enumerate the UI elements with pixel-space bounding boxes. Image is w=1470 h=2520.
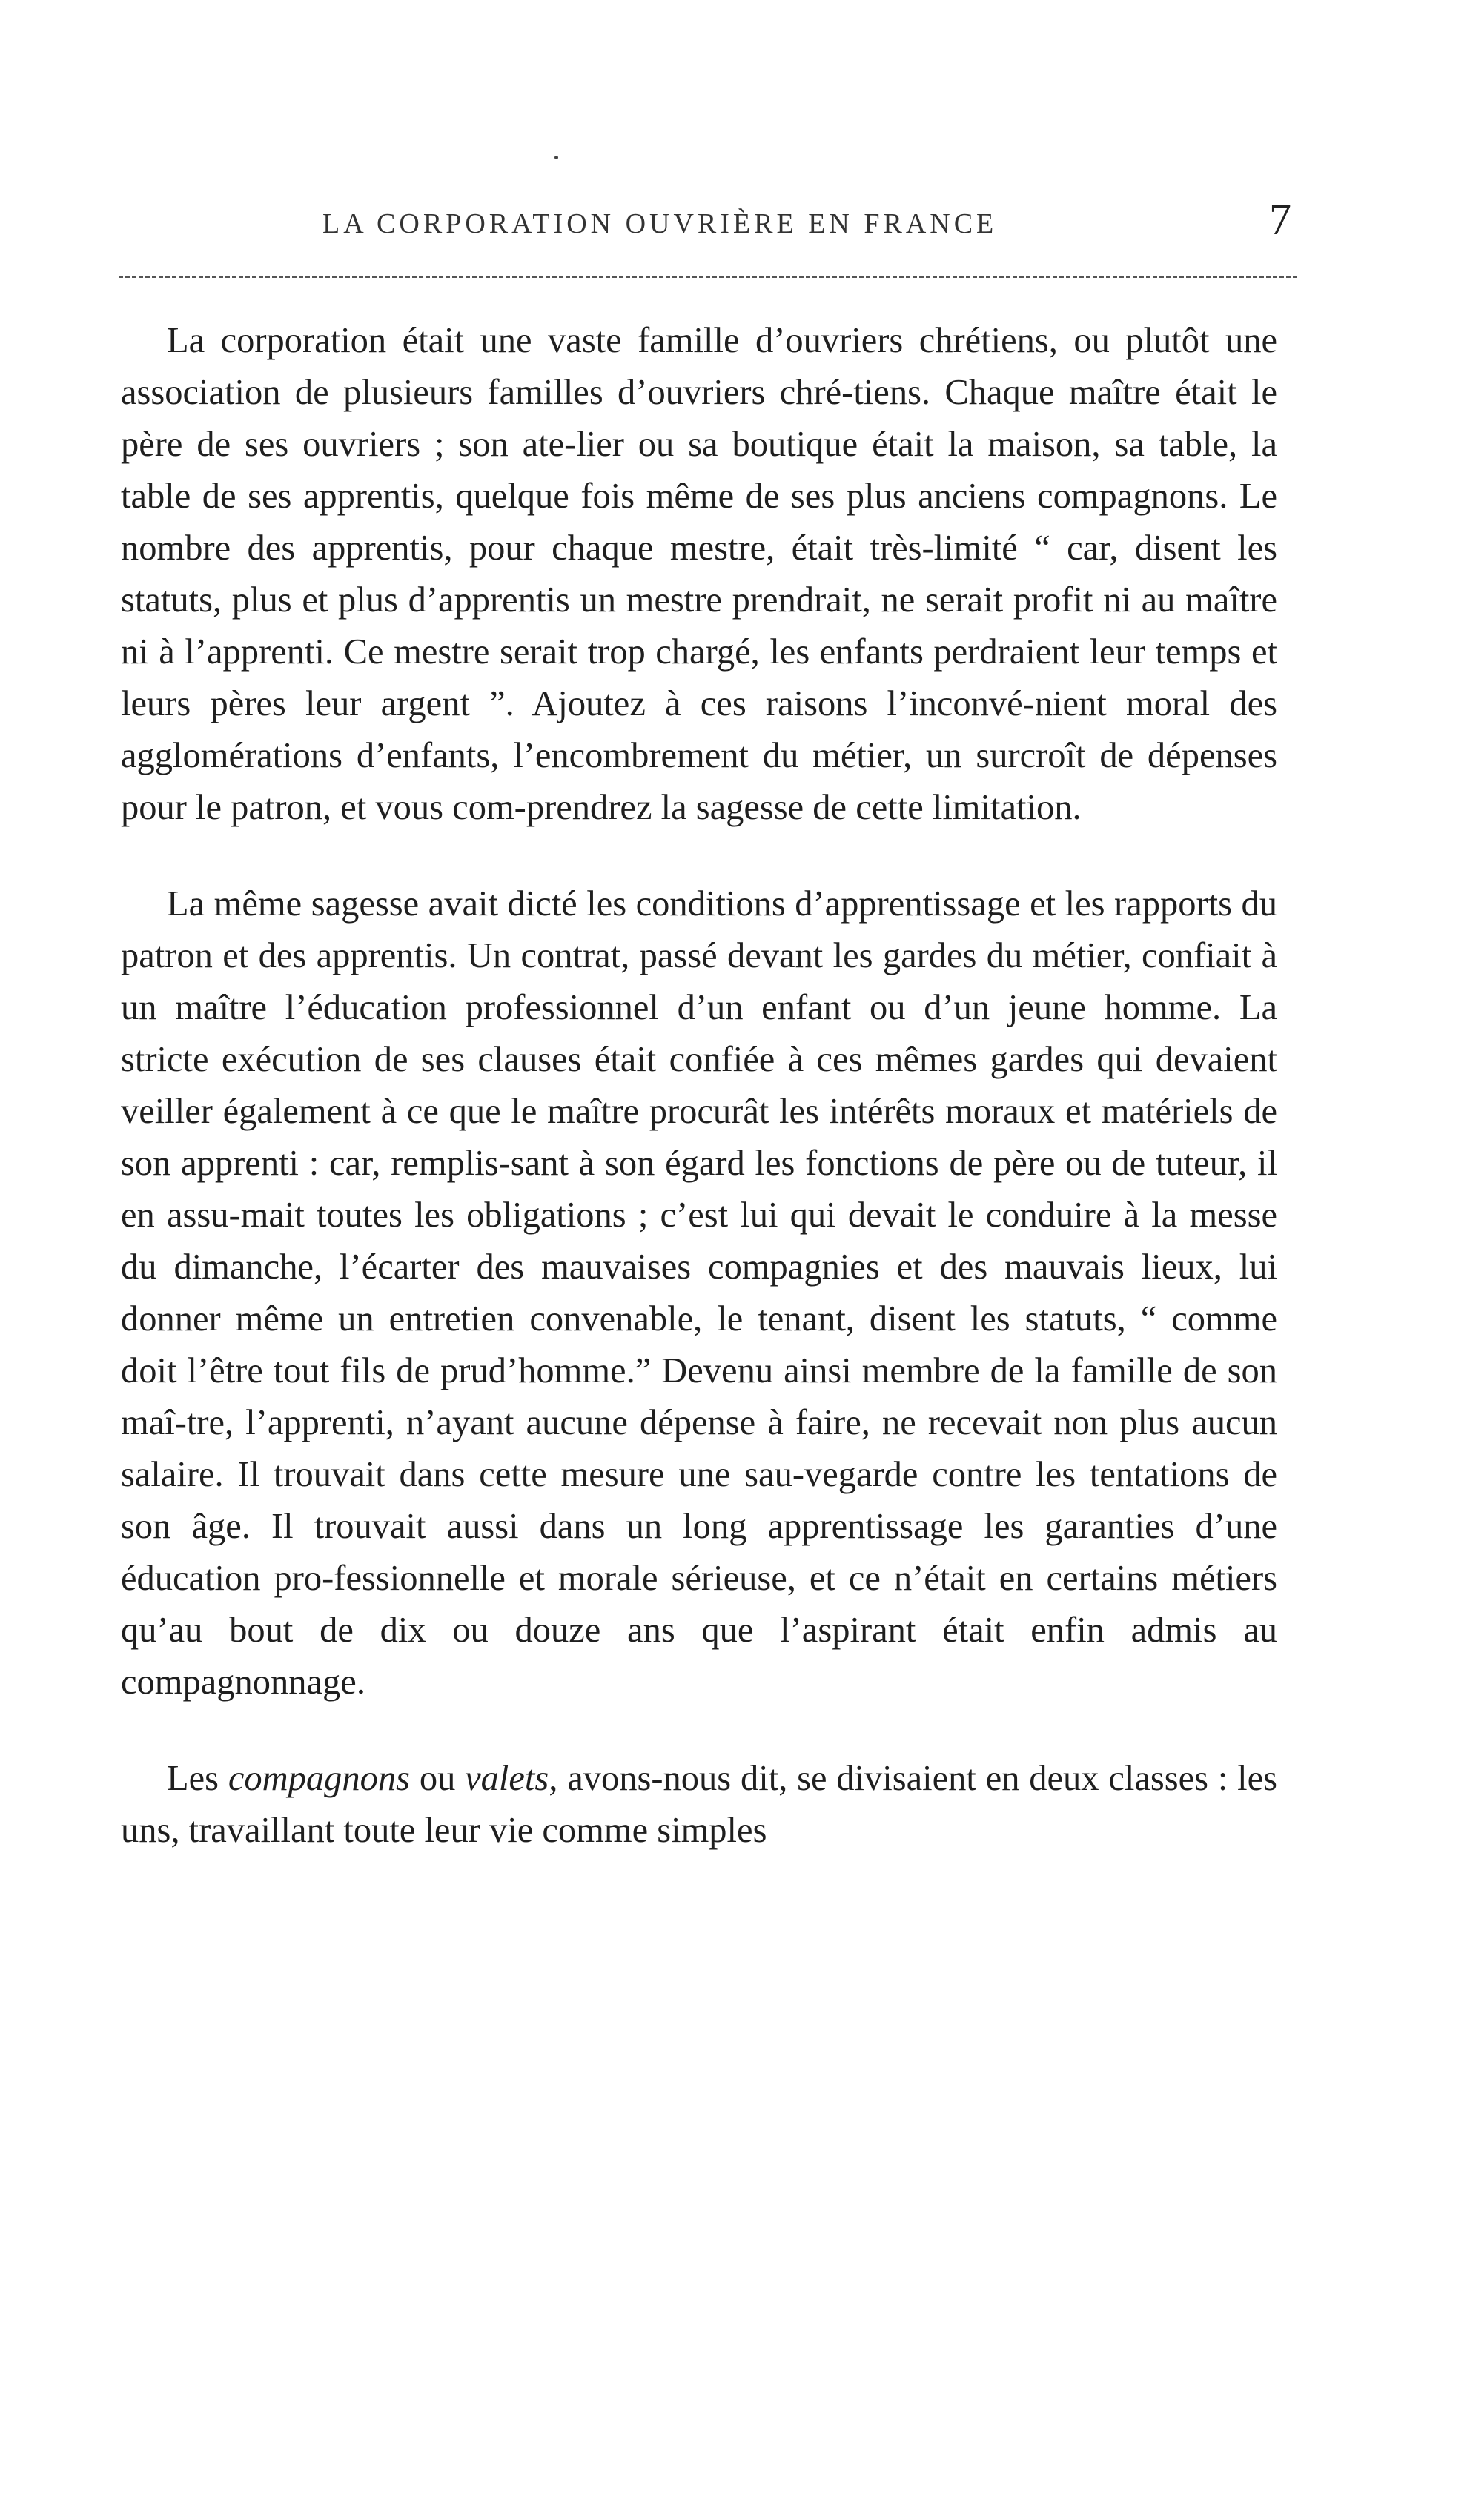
- print-speck: [554, 156, 558, 159]
- text-run: Les: [167, 1759, 228, 1798]
- body-text: [121, 315, 1277, 1857]
- text-run: , avons-nous dit, se divisaient en deux classes : les uns, travaillant toute leur vie comme simples: [121, 1759, 1278, 1850]
- page-header: [119, 194, 1297, 253]
- paragraph: La corporation était une vaste famille d’ouvriers chrétiens, ou plutôt une association de plusieurs familles d’ouvriers chré-tiens. Chaque maître était le père de ses ouvriers ; son ate-lier ou sa boutique était la maison, sa table, la table de ses apprentis, quelque fois même de ses plus anciens compagnons. Le nombre des apprentis, pour chaque mestre, était très-limité “ car, disent les statuts, plus et plus d’apprentis un mestre prendrait, ne serait profit ni au maître ni à l’apprenti. Ce mestre serait trop chargé, les enfants perdraient leur temps et leurs pères leur argent ”. Ajoutez à ces raisons l’inconvé-nient moral des agglomérations d’enfants, l’encombrement du métier, un surcroît de dépenses pour le patron, et vous com-prendrez la sagesse de cette limitation.: [121, 321, 1277, 827]
- page-number: 7: [1269, 195, 1291, 244]
- running-title: LA CORPORATION OUVRIÈRE EN FRANCE: [322, 208, 998, 239]
- paragraph: [121, 1753, 1277, 1857]
- header-rule: [119, 276, 1297, 278]
- italic-term: valets: [465, 1759, 549, 1798]
- italic-term: compagnons: [228, 1759, 411, 1798]
- paragraph: La même sagesse avait dicté les conditions d’apprentissage et les rapports du patron et des apprentis. Un contrat, passé devant les gardes du métier, confiait à un maître l’éducation professionnel d’un enfant ou d’un jeune homme. La stricte exécution de ses clauses était confiée à ces mêmes gardes qui devaient veiller également à ce que le maître procurât les intérêts moraux et matériels de son apprenti : car, remplis-sant à son égard les fonctions de père ou de tuteur, il en assu-mait toutes les obligations ; c’est lui qui devait le conduire à la messe du dimanche, l’écarter des mauvaises compagnies et des mauvais lieux, lui donner même un entretien convenable, le tenant, disent les statuts, “ comme doit l’être tout fils de prud’homme.” Devenu ainsi membre de la famille de son maî-tre, l’apprenti, n’ayant aucune dépense à faire, ne recevait non plus aucun salaire. Il trouvait dans cette mesure une sau-vegarde contre les tentations de son âge. Il trouvait aussi dans un long apprentissage les garanties d’une éducation pro-fessionnelle et morale sérieuse, et ce n’était en certains métiers qu’au bout de dix ou douze ans que l’aspirant était enfin admis au compagnonnage.: [121, 884, 1277, 1702]
- text-run: ou: [410, 1759, 466, 1798]
